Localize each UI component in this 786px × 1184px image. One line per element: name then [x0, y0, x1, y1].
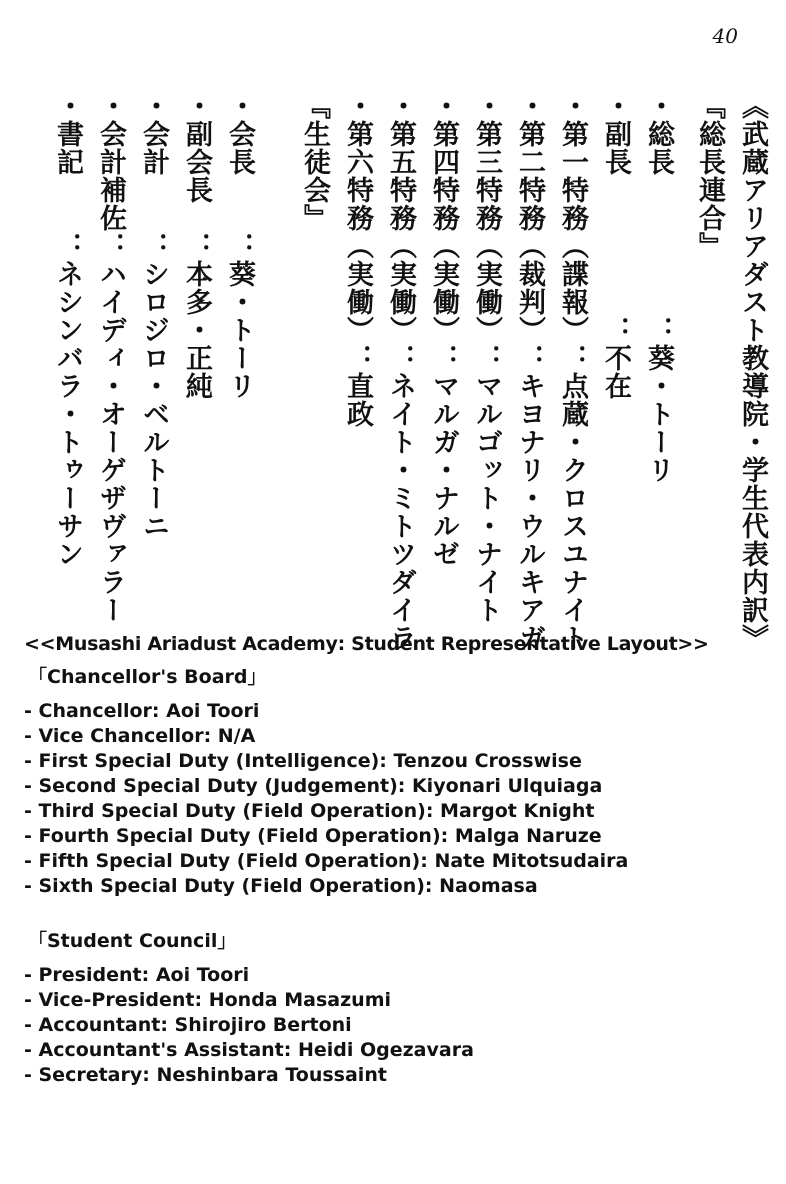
english-board-title: 「Chancellor's Board」 [28, 666, 267, 688]
japanese-council-item: ・副会長 ：本多・正純 [181, 92, 212, 400]
list-item: - Vice Chancellor: N/A [24, 725, 256, 747]
japanese-board-item: ・第六特務（実働）：直政 [342, 92, 373, 428]
japanese-council-item: ・書記 ：ネシンバラ・トゥーサン [52, 92, 83, 568]
japanese-board-item: ・第四特務（実働）：マルガ・ナルゼ [428, 92, 459, 568]
list-item: - Accountant's Assistant: Heidi Ogezavara [24, 1039, 474, 1061]
japanese-board-item: ・第三特務（実働）：マルゴット・ナイト [471, 92, 502, 624]
list-item: - Second Special Duty (Judgement): Kiyonari Ulquiaga [24, 775, 603, 797]
list-item: - Vice-President: Honda Masazumi [24, 989, 392, 1011]
japanese-board-item: ・第一特務（諜報）：点蔵・クロスユナイト [557, 92, 588, 652]
japanese-board-item: ・副長 ：不在 [600, 92, 631, 400]
list-item: - Accountant: Shirojiro Bertoni [24, 1014, 352, 1036]
list-item: - Fifth Special Duty (Field Operation): Nate Mitotsudaira [24, 850, 629, 872]
list-item: - President: Aoi Toori [24, 964, 250, 986]
page-number: 40 [712, 24, 738, 48]
japanese-board-item: ・総長 ：葵・トーリ [643, 92, 674, 484]
english-council-title: 「Student Council」 [28, 930, 237, 952]
japanese-board-item: ・第二特務（裁判）：キヨナリ・ウルキアガ [514, 92, 545, 652]
japanese-board-title: 『総長連合』 [694, 92, 725, 260]
list-item: - First Special Duty (Intelligence): Tenzou Crosswise [24, 750, 582, 772]
japanese-council-item: ・会計 ：シロジロ・ベルトーニ [138, 92, 169, 540]
list-item: - Third Special Duty (Field Operation): Margot Knight [24, 800, 595, 822]
japanese-council-item: ・会計補佐：ハイディ・オーゲザヴァラー [95, 92, 126, 624]
english-council-list [24, 963, 764, 1088]
list-item: - Chancellor: Aoi Toori [24, 700, 260, 722]
list-item: - Secretary: Neshinbara Toussaint [24, 1064, 387, 1086]
list-item: - Sixth Special Duty (Field Operation): Naomasa [24, 875, 538, 897]
list-item: - Fourth Special Duty (Field Operation): Malga Naruze [24, 825, 602, 847]
english-title: <<Musashi Ariadust Academy: Student Representative Layout>> [24, 633, 709, 655]
japanese-council-title: 『生徒会』 [299, 92, 330, 232]
english-translation [24, 632, 764, 1088]
japanese-heading: 《武蔵アリアダスト教導院・学生代表内訳》 [737, 92, 768, 652]
japanese-council-item: ・会長 ：葵・トーリ [224, 92, 255, 400]
japanese-board-item: ・第五特務（実働）：ネイト・ミトツダイラ [385, 92, 416, 652]
english-board-list [24, 699, 764, 899]
